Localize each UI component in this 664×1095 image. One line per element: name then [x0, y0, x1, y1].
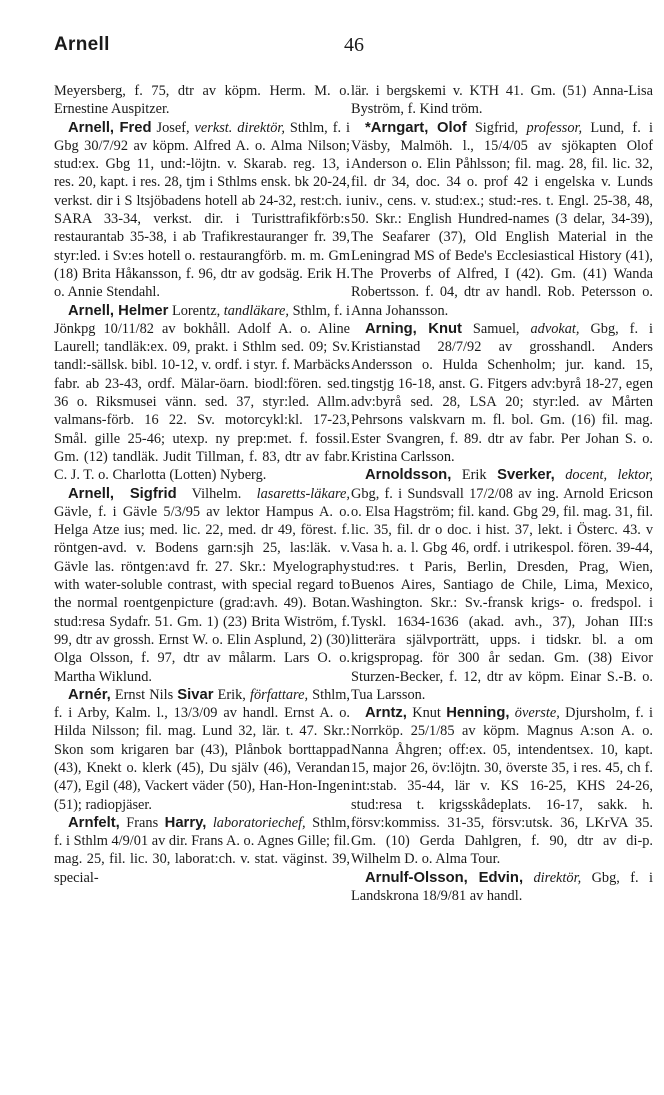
- entry-occupation: direktör,: [533, 869, 582, 886]
- entry-body: Sthlm, f. i Gbg 30/7/92 av köpm. Alfred A. o. Alma Nilson; stud:ex. Gbg 11, und:-löjtn. v. Skarab. reg. 13, i res. 20, kapt. i res. 28, tjm i Sthlms ensk. bk 20-24, verkst. dir i S ltsjöbadens hotell ab 24-32, rest:ch. i SARA 33-34, verkst. dir. i Turisttrafikförb:s restaurantab 35-38, i ab Trafikrestauranger fr. 39, styr:led. i Sv:es hotell o. restaurangförb. m. m. Gm (18) Brita Håkansson, f. 96, dtr av godsäg. Erik H. o. Annie Stendahl.: [54, 119, 350, 301]
- entry-headword: Arnulf-Olsson, Edvin,: [365, 869, 524, 886]
- entry-occupation: lasaretts-läkare,: [256, 485, 350, 502]
- entry-body: Gävle, f. i Gävle 5/3/95 av lektor Hampus A. o. Helga Atze ius; med. lic. 22, med. dr 49, förest. f. röntgen-avd. v. Bodens garn:sjh 25, las:läk. v. Gävle las. röntgen:avd fr. 27. Skr.: Myelography with water-soluble contrast, with special regard to the normal roentgenpicture (grad:avh. 49). Botan. stud:resa Sydafr. 51. Gm. 1) (23) Brita Wiström, f. 99, dtr av grossh. Ernst W. o. Elin Asplund, 2) (30) Olga Olsson, f. 97, dtr av målarm. Lars O. o. Martha Wiklund.: [54, 503, 350, 685]
- entry-given-names: Knut: [406, 705, 447, 722]
- entry-occupation: laboratoriechef,: [212, 814, 306, 831]
- entry-called-name: Sivar: [177, 686, 214, 703]
- entry-occupation: professor,: [526, 119, 583, 136]
- entry-occupation: verkst. direktör,: [194, 119, 285, 136]
- entry-given-names: Josef,: [151, 119, 195, 136]
- biography-entry: [54, 686, 350, 814]
- entry-given-names: Vilhelm.: [176, 485, 257, 502]
- biography-entry: [54, 485, 350, 686]
- entry-given-names: [523, 870, 533, 886]
- biography-entry: [351, 119, 653, 320]
- entry-body: Sthlm, f. i Jönkpg 10/11/82 av bokhåll. Adolf A. o. Aline Laurell; tandläk:ex. 09, prakt. i Sthlm sed. 09; Sv. tandl:-sällsk. bibl. 10-12, v. ordf. i styr. f. Marbäcks fabr. ab 23-43, ordf. Mälar-öarn. biodl:fören. sed. 36 o. Riksmusei vänn. sed. 37, styr:led. Allm. valmans-förb. 16 22. Sv. motorcykl:kl. 17-23, Smål. gille 25-46; utexp. ny prep:met. f. fossil. Gm. (12) tandläk. Judit Tillman, f. 83, dtr av fabr. C. J. T. o. Charlotta (Lotten) Nyberg.: [54, 302, 351, 484]
- entry-headword: Arnell, Fred: [68, 119, 152, 136]
- running-head: Arnell: [54, 34, 110, 55]
- entry-body: Djursholm, f. i Norrköp. 25/1/85 av köpm. Magnus A:son A. o. Nanna Åhgren; off:ex. 05, intendentsex. 10, kapt. 15, major 26, öv:löjtn. 30, överste 35, i res. 45, ch f. int:stab. 35-44, lär v. KS 16-25, KHS 24-26, stud:resa t. krigsskådeplats. 16-17, sakk. h. försv:kommiss. 31-35, försv:utsk. 36, LKrVA 35. Gm. (10) Gerda Dahlgren, f. 90, dtr av di-p. Wilhelm D. o. Alma Tour.: [351, 705, 653, 868]
- entry-body: Lund, f. i Väsby, Malmöh. l., 15/4/05 av sjökapten Olof Anderson o. Elin Påhlsson; fil. mag. 28, fil. lic. 32, fil. dr 34, doc. 34 o. prof 42 i engelska v. Lunds univ., cens. v. stud:ex.; stud:-res. t. Engl. 25-38, 48, 50. Skr.: English Hundred-names (3 delar, 34-39), The Seafarer (37), Old English Material in the Leningrad MS of Bede's Ecclesiastical History (41), The Proverbs of Alfred, I (42). Gm. (41) Wanda Robertsson. f. 04, dtr av handl. Rob. Petersson o. Anna Johansson.: [351, 119, 653, 319]
- entry-called-name: Sverker,: [497, 467, 555, 484]
- entry-body: Gbg, f. i Kristianstad 28/7/92 av grosshandl. Anders Andersson o. Hulda Schenholm; jur. kand. 15, tingstjg 16-18, anst. G. Fitgers adv:byrå 18-27, egen adv:byrå sed. 28, LSA 20; styr:led. av Mårten Pehrsons valskvarn m. fl. bol. Gm. (16) fil. mag. Ester Svangren, f. 89. dtr av fabr. Per Johan S. o. Kristina Carlsson.: [351, 320, 653, 465]
- biography-entry: [54, 302, 350, 485]
- entry-headword: Arnoldsson,: [365, 467, 452, 484]
- entry-given-names: Erik: [451, 467, 498, 484]
- biography-entry: [351, 466, 653, 704]
- left-column: [54, 82, 350, 887]
- entry-headword: Arning, Knut: [365, 320, 462, 337]
- biography-entry: [351, 704, 653, 869]
- entry-occupation: advokat,: [530, 320, 580, 337]
- right-column: [351, 82, 653, 905]
- entry-body: Gbg, f. i Landskrona 18/9/81 av handl.: [351, 869, 653, 905]
- entry-occupation: överste,: [514, 705, 560, 722]
- entry-body: Sthlm, f. i Arby, Kalm. l., 13/3/09 av handl. Ernst A. o. Hilda Nilsson; fil. mag. Lund 32, lär. t. 47. Skr.: Skon som krigaren bar (43), Plånbok borttappad (43), Knekt o. klerk (45), Du själv (46), Verandan (47), Egil (48), Vackert väder (50), Han-Hon-Ingen (51); radiopjäser.: [54, 686, 350, 813]
- entry-given-names-2: [555, 467, 566, 483]
- entry-given-names: Lorentz,: [168, 302, 224, 319]
- entry-called-name: Henning,: [446, 705, 510, 722]
- biography-entry: [54, 119, 350, 302]
- entry-given-names: Ernst Nils: [110, 686, 178, 703]
- entry-given-names: Samuel,: [461, 320, 531, 337]
- entry-continuation: lär. i bergskemi v. KTH 41. Gm. (51) Anna-Lisa Byström, f. Kind tröm.: [351, 83, 653, 118]
- entry-occupation: författare,: [249, 686, 309, 703]
- entry-headword: Arnér,: [68, 686, 111, 703]
- entry-body: Sthlm, f. i Sthlm 4/9/01 av dir. Frans A. o. Agnes Gille; fil. mag. 25, fil. lic. 30, laborat:ch. v. stat. väginst. 39, special-: [54, 814, 350, 886]
- entry-occupation: tandläkare,: [223, 302, 289, 319]
- entry-given-names-2: Erik,: [213, 686, 250, 703]
- biography-entry: [351, 869, 653, 906]
- entry-continuation: Meyersberg, f. 75, dtr av köpm. Herm. M. o. Ernestine Auspitzer.: [54, 83, 350, 118]
- entry-given-names: Sigfrid,: [466, 119, 527, 136]
- biography-entry: [54, 814, 350, 887]
- entry-headword: Arntz,: [365, 705, 407, 722]
- entry-occupation: docent, lektor,: [565, 467, 654, 484]
- entry-given-names: Frans: [119, 814, 165, 831]
- entry-headword: *Arngart, Olof: [365, 119, 467, 136]
- entry-body: Gbg, f. i Sundsvall 17/2/08 av ing. Arnold Ericson o. Elsa Hagström; fil. kand. Gbg 29, fil. mag. 31, fil. lic. 35, fil. dr o doc. i hist. 37, lekt. i Österс. 43. v Vasa h. a. l. Gbg 46, ordf. i utrikespol. fören. 39-44, stud:res. t Paris, Berlin, Dresden, Prag, Wien, Buenos Aires, Santiago de Chile, Lima, Mexico, Washington. Skr.: Sv.-fransk krigs- o. fredspol. i Tyskl. 1634-1636 (akad. avh., 37), Johan III:s litterära självporträtt, upps. i tidskr. bl. a om krigspropag. för 300 år sedan. Gm. (38) Eivor Sturzen-Becker, f. 12, dtr av köpm. Einar S.-B. o. Tua Larsson.: [351, 485, 653, 703]
- entry-headword: Arnell, Helmer: [68, 302, 169, 319]
- page-header: [54, 34, 634, 62]
- entry-called-name: Harry,: [164, 814, 207, 831]
- page-number: 46: [344, 34, 364, 56]
- biography-entry: [351, 320, 653, 466]
- entry-headword: Arnfelt,: [68, 814, 120, 831]
- entry-headword: Arnell, Sigfrid: [68, 485, 177, 502]
